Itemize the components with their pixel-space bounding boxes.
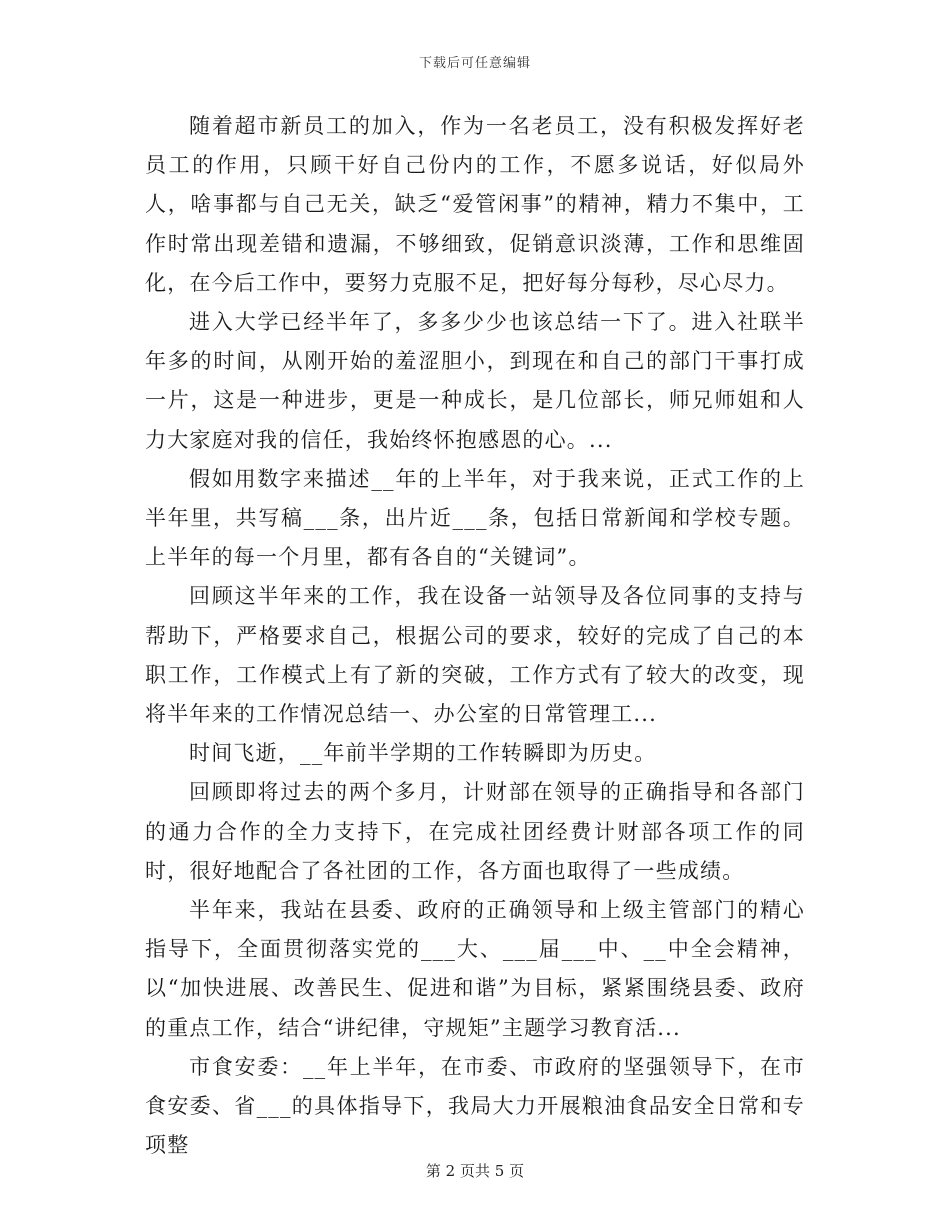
document-body [145, 107, 805, 1165]
paragraph: 假如用数字来描述__年的上半年，对于我来说，正式工作的上半年里，共写稿___条，出片近___条，包括日常新闻和学校专题。上半年的每一个月里，都有各自的“关键词”。 [145, 466, 805, 570]
paragraph: 时间飞逝，__年前半学期的工作转瞬即为历史。 [189, 741, 657, 766]
page-header: 下载后可任意编辑 [418, 56, 531, 71]
paragraph: 随着超市新员工的加入，作为一名老员工，没有积极发挥好老员工的作用，只顾干好自己份内的工作，不愿多说话，好似局外人，啥事都与自己无关，缺乏“爱管闲事”的精神，精力不集中，工作时常出现差错和遗漏，不够细致，促销意识淡薄，工作和思维固化，在今后工作中，要努力克服不足，把好每分每秒，尽心尽力。 [145, 114, 805, 295]
paragraph: 回顾即将过去的两个多月，计财部在领导的正确指导和各部门的通力合作的全力支持下，在完成社团经费计财部各项工作的同时，很好地配合了各社团的工作，各方面也取得了一些成绩。 [145, 780, 805, 883]
page-number-footer: 第 2 页共 5 页 [425, 1162, 525, 1180]
paragraph: 进入大学已经半年了，多多少少也该总结一下了。进入社联半年多的时间，从刚开始的羞涩胆小，到现在和自己的部门干事打成一片，这是一种进步，更是一种成长，是几位部长，师兄师姐和人力大家庭对我的信任，我始终怀抱感恩的心。... [145, 310, 805, 452]
paragraph: 半年来，我站在县委、政府的正确领导和上级主管部门的精心指导下，全面贯彻落实党的___大、___届___中、__中全会精神，以“加快进展、改善民生、促进和谐”为目标，紧紧围绕县委、政府的重点工作，结合“讲纪律，守规矩”主题学习教育活... [145, 898, 805, 1040]
paragraph: 回顾这半年来的工作，我在设备一站领导及各位同事的支持与帮助下，严格要求自己，根据公司的要求，较好的完成了自己的本职工作，工作模式上有了新的突破，工作方式有了较大的改变，现将半年来的工作情况总结一、办公室的日常管理工... [145, 584, 805, 727]
paragraph: 市食安委：__年上半年，在市委、市政府的坚强领导下，在市食安委、省___的具体指导下，我局大力开展粮油食品安全日常和专项整 [145, 1054, 805, 1158]
